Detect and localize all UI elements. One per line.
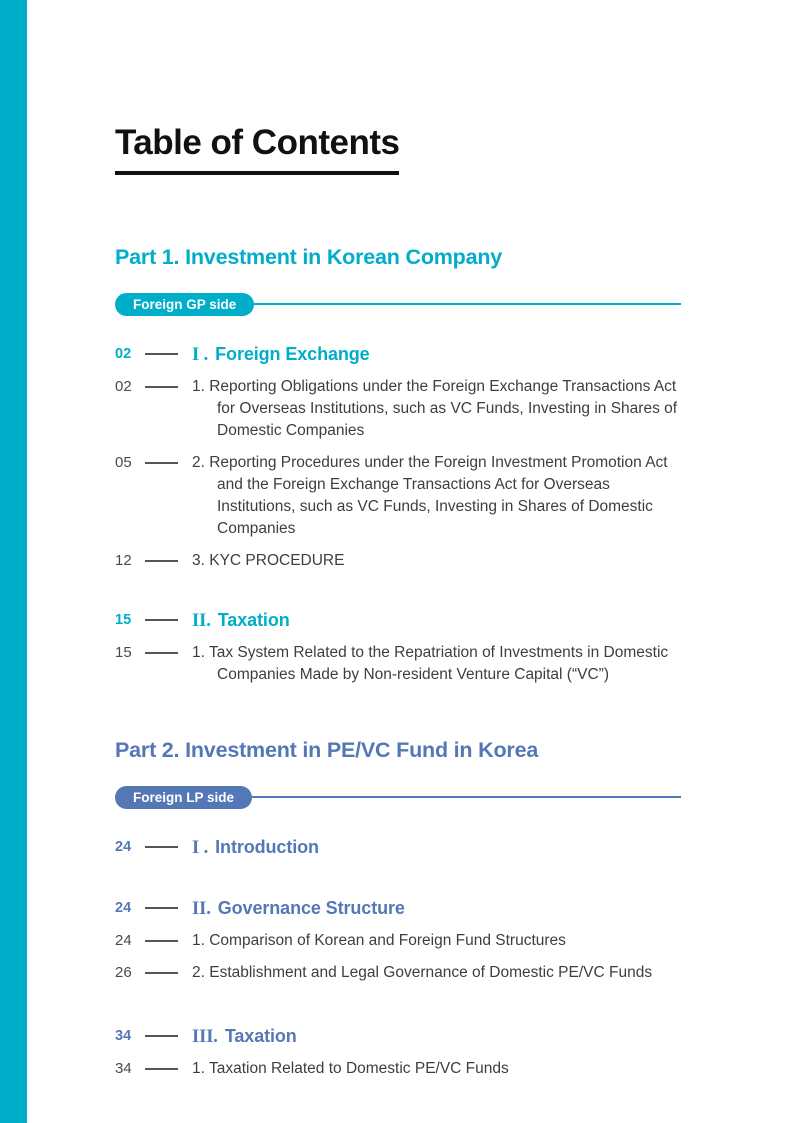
page-number: 15 bbox=[115, 611, 132, 628]
leader-dash bbox=[145, 353, 178, 355]
toc-section-row bbox=[115, 1024, 681, 1049]
toc-section-row bbox=[115, 896, 681, 921]
section-title: Introduction bbox=[215, 836, 319, 857]
leader-dash bbox=[145, 940, 178, 942]
leader-dash bbox=[145, 386, 178, 388]
badge-foreign-gp-side: Foreign GP side bbox=[115, 293, 254, 316]
item-text: 3. KYC PROCEDURE bbox=[192, 551, 345, 569]
section-numeral: II. bbox=[192, 610, 211, 631]
badge-rule bbox=[252, 796, 681, 798]
toc-page bbox=[115, 0, 681, 1080]
section-numeral: I . bbox=[192, 837, 209, 858]
section-title: Governance Structure bbox=[217, 897, 405, 918]
page-number: 34 bbox=[115, 1059, 132, 1077]
item-text: 1. Taxation Related to Domestic PE/VC Funds bbox=[192, 1059, 509, 1077]
toc-item-row bbox=[115, 452, 681, 540]
page-number: 34 bbox=[115, 1027, 132, 1044]
section-numeral: I . bbox=[192, 344, 209, 365]
page-number: 05 bbox=[115, 453, 132, 471]
leader-dash bbox=[145, 560, 178, 562]
toc-section-row bbox=[115, 608, 681, 633]
part-2 bbox=[115, 738, 681, 1080]
section-title: Foreign Exchange bbox=[215, 343, 370, 364]
left-accent-bar bbox=[0, 0, 27, 1123]
page-number: 24 bbox=[115, 838, 132, 855]
toc-item-row bbox=[115, 642, 681, 686]
section-title: Taxation bbox=[224, 1025, 297, 1046]
leader-dash bbox=[145, 619, 178, 621]
part-1 bbox=[115, 245, 681, 686]
leader-dash bbox=[145, 907, 178, 909]
leader-dash bbox=[145, 846, 178, 848]
page-number: 24 bbox=[115, 899, 132, 916]
section-numeral: III. bbox=[192, 1026, 218, 1047]
badge-rule bbox=[254, 303, 681, 305]
section-heading bbox=[192, 1024, 297, 1049]
leader-dash bbox=[145, 972, 178, 974]
page-title: Table of Contents bbox=[115, 124, 399, 175]
section-heading bbox=[192, 608, 290, 633]
section-heading bbox=[192, 896, 405, 921]
section-numeral: II. bbox=[192, 898, 211, 919]
page-number: 12 bbox=[115, 551, 132, 569]
item-text: 1. Reporting Obligations under the Foreign Exchange Transactions Act for Overseas Institutions, such as VC Funds, Investing in Shares of Domestic Companies bbox=[192, 377, 678, 439]
leader-dash bbox=[145, 1068, 178, 1070]
item-text: 1. Comparison of Korean and Foreign Fund Structures bbox=[192, 931, 566, 949]
page-number: 02 bbox=[115, 377, 132, 395]
part-1-title: Part 1. Investment in Korean Company bbox=[115, 244, 503, 269]
toc-item-row bbox=[115, 962, 681, 984]
page-number: 15 bbox=[115, 643, 132, 661]
page-number: 02 bbox=[115, 345, 132, 362]
leader-dash bbox=[145, 462, 178, 464]
page-number: 24 bbox=[115, 931, 132, 949]
page-number: 26 bbox=[115, 963, 132, 981]
section-heading bbox=[192, 342, 370, 367]
item-text: 1. Tax System Related to the Repatriation of Investments in Domestic Companies Made by Non-resident Venture Capital (“VC”) bbox=[192, 643, 669, 683]
item-text: 2. Reporting Procedures under the Foreign Investment Promotion Act and the Foreign Exchange Transactions Act for Overseas Institutions, such as VC Funds, Investing in Shares of Domestic Companies bbox=[192, 453, 668, 537]
leader-dash bbox=[145, 1035, 178, 1037]
leader-dash bbox=[145, 652, 178, 654]
badge-foreign-lp-side: Foreign LP side bbox=[115, 786, 252, 809]
part-2-title: Part 2. Investment in PE/VC Fund in Korea bbox=[115, 737, 539, 762]
toc-section-row bbox=[115, 342, 681, 367]
badge-row bbox=[115, 786, 681, 809]
toc-item-row bbox=[115, 930, 681, 952]
toc-item-row bbox=[115, 376, 681, 442]
section-heading bbox=[192, 835, 319, 860]
item-text: 2. Establishment and Legal Governance of Domestic PE/VC Funds bbox=[192, 963, 653, 981]
toc-section-row bbox=[115, 835, 681, 860]
toc-item-row bbox=[115, 550, 681, 572]
section-title: Taxation bbox=[217, 609, 290, 630]
badge-row bbox=[115, 293, 681, 316]
toc-item-row bbox=[115, 1058, 681, 1080]
